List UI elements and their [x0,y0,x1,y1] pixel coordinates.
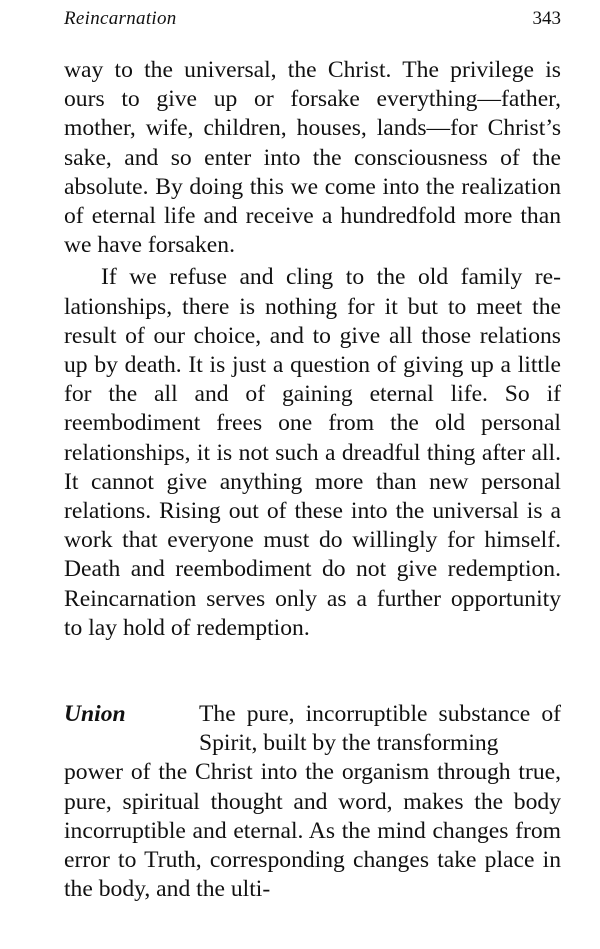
entry-term: Union [64,701,126,727]
page-number: 343 [532,8,561,29]
body-text [64,56,561,643]
entry-definition-continuation: power of the Christ into the organism through true, pure, spiritual thought and word, makes the body incorruptible and eternal. As the mind changes from error to Truth, corresponding changes take place in the body, and the ulti- [64,759,561,903]
paragraph-continuation: way to the universal, the Christ. The privilege is ours to give up or forsake everything—father, mother, wife, children, houses, lands—for Christ’s sake, and so enter into the consciousness of the absolute. By doing this we come into the realization of eternal life and receive a hundredfold more than we have forsaken. [64,57,561,259]
glossary-entry [64,700,561,904]
running-title: Reincarnation [64,8,177,29]
paragraph-family-relationships: If we refuse and cling to the old family relationships, there is nothing for it but to meet the result of our choice, and to give all those relations up by death. It is just a question of giving up a little for the all and of gaining eternal life. So if reembodiment frees one from the old personal relationships, it is not such a dreadful thing after all. It cannot give anything more than new personal relations. Rising out of these into the universal is a work that everyone must do willingly for himself. Death and reembodiment do not give redemption. Reincarnation serves only as a further opportunity to lay hold of redemption. [64,264,561,641]
page-header [64,8,561,36]
entry-definition-start: The pure, incorruptible substance of Spirit, built by the transforming [199,701,561,757]
